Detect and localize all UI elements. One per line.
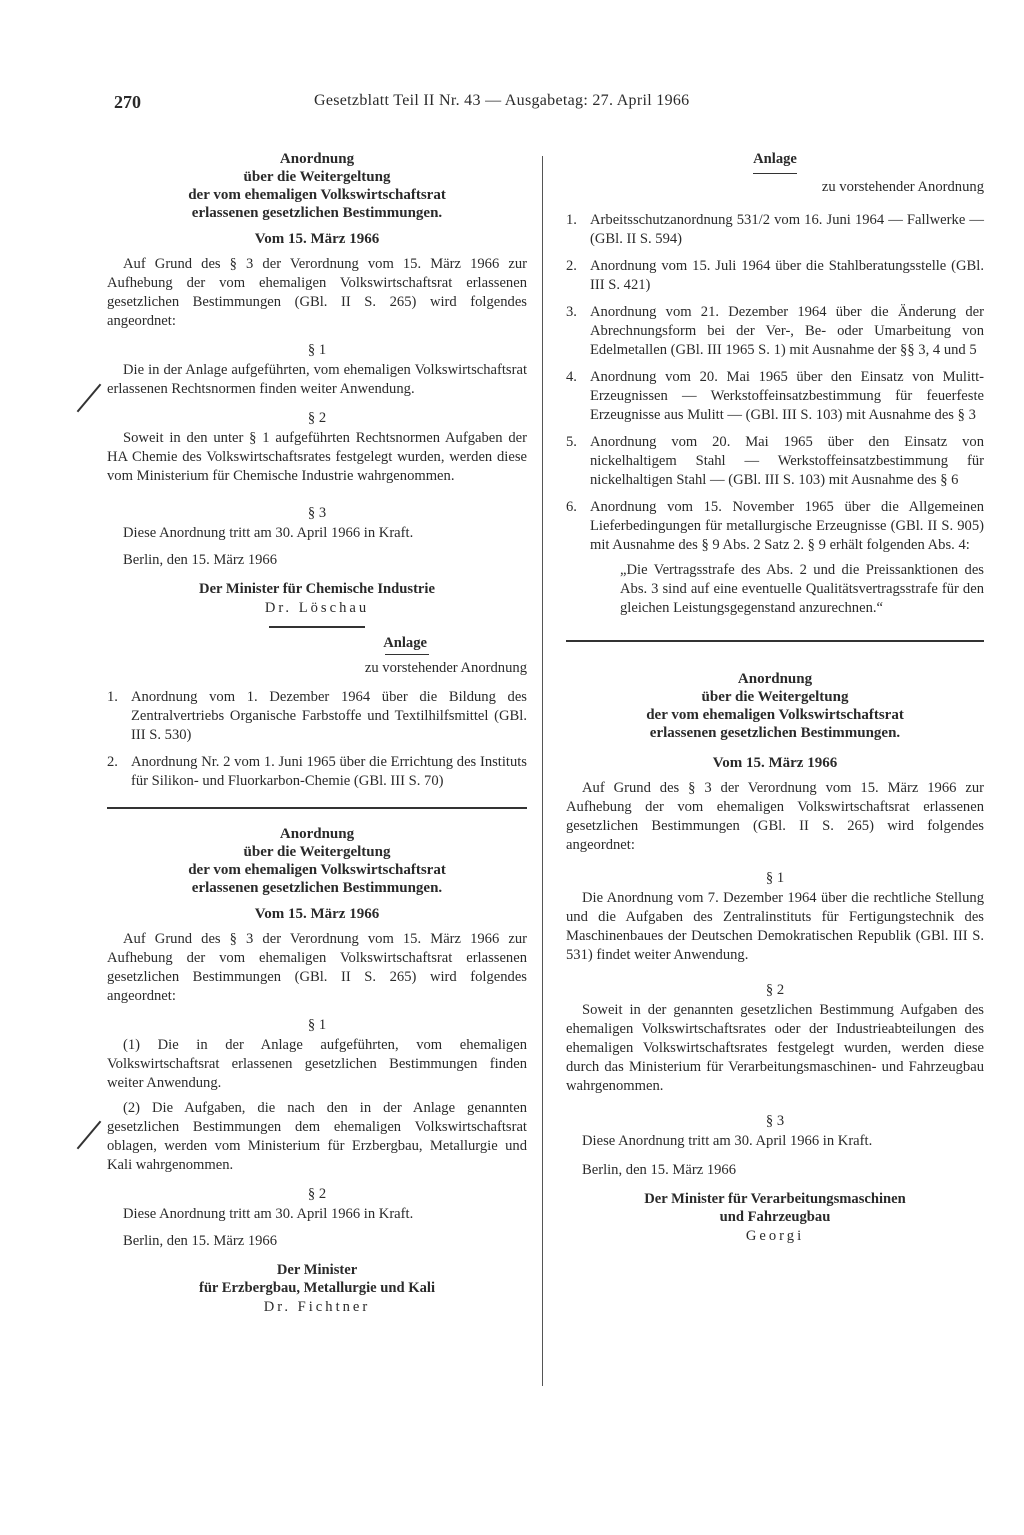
short-rule (269, 626, 365, 628)
section-text: Diese Anordnung tritt am 30. April 1966 in Kraft. (123, 525, 414, 541)
section-heading: § 3 (765, 1113, 785, 1129)
running-head: Gesetzblatt Teil II Nr. 43 — Ausgabetag: 27. April 1966 (314, 92, 690, 109)
ordinance-title (107, 150, 527, 222)
title-line: über die Weitergeltung (243, 844, 391, 860)
list-number: 3. (566, 304, 577, 320)
list-text: Anordnung Nr. 2 vom 1. Juni 1965 über die Errichtung des Instituts für Silikon- und Fluorkarbon-Chemie (GBl. III S. 70) (131, 754, 527, 789)
title-line: der vom ehemaligen Volkswirtschaftsrat (188, 862, 446, 878)
title-line: Anordnung (737, 671, 813, 687)
section-rule (566, 640, 984, 642)
list-number: 1. (107, 689, 118, 705)
list-item (566, 257, 984, 295)
title-line: über die Weitergeltung (243, 169, 391, 185)
signatory-name: Dr. Löschau (264, 600, 370, 616)
section-text: Die in der Anlage aufgeführten, vom ehemaligen Volkswirtschaftsrat erlassenen Rechtsnormen finden weiter Anwendung. (107, 362, 527, 397)
list-text: Anordnung vom 15. November 1965 über die Allgemeinen Lieferbedingungen für metallurgische Erzeugnisse (GBl. II S. 905) mit Ausnahme des § 9 Abs. 2 Satz 2. § 9 erhält folgenden Abs. 4: (590, 499, 984, 553)
title-line: der vom ehemaligen Volkswirtschaftsrat (646, 707, 904, 723)
minister-line: Der Minister (276, 1262, 358, 1278)
section-text: Diese Anordnung tritt am 30. April 1966 in Kraft. (582, 1133, 873, 1149)
preamble: Auf Grund des § 3 der Verordnung vom 15. März 1966 zur Aufhebung der vom ehemaligen Volkswirtschaftsrat erlassenen gesetzlichen Bestimmungen (GBl. II S. 265) wird folgendes angeordnet: (566, 780, 984, 853)
signatory-name: Dr. Fichtner (263, 1299, 371, 1315)
minister-line: und Fahrzeugbau (719, 1209, 831, 1225)
section-text: (1) Die in der Anlage aufgeführten, vom ehemaligen Volkswirtschaftsrat erlassenen gesetzlichen Bestimmungen finden weiter Anwendung. (107, 1037, 527, 1091)
annex-list (107, 688, 527, 791)
list-item (107, 688, 527, 745)
section-text: (2) Die Aufgaben, die nach den in der Anlage genannten gesetzlichen Bestimmungen dem ehemaligen Volkswirtschaftsrat oblagen, werden vom Ministerium für Erzbergbau, Metallurgie und Kali wahrgenommen. (107, 1100, 527, 1173)
right-column (566, 150, 984, 1246)
ordinance-date: Vom 15. März 1966 (254, 231, 380, 247)
place-date: Berlin, den 15. März 1966 (582, 1162, 737, 1178)
minister-line: für Erzbergbau, Metallurgie und Kali (198, 1280, 436, 1296)
ordinance-chemie (107, 150, 527, 628)
annex-subtitle: zu vorstehender Anordnung (821, 179, 984, 195)
annex-title: Anlage (753, 151, 797, 167)
list-text: Anordnung vom 20. Mai 1965 über den Einsatz von nickelhaltigem Stahl — Werkstoffeinsatzbestimmung für nickelhaltigen Stahl — (GBl. III S. 103) mit Ausnahme des § 6 (590, 434, 984, 488)
minister-title (566, 1190, 984, 1226)
title-line: erlassenen gesetzlichen Bestimmungen. (191, 880, 443, 896)
amendment-quote: „Die Vertragsstrafe des Abs. 2 und die Preissanktionen des Abs. 3 sind auf eine eventuelle Qualitätsvertragsstrafe für den gleichen Leistungsgegenstand anzurechnen.“ (620, 562, 984, 616)
minister-line: Der Minister für Chemische Industrie (199, 581, 435, 597)
ordinance-title (107, 825, 527, 897)
section-heading: § 2 (307, 1186, 327, 1202)
margin-mark (77, 384, 102, 413)
ordinance-date: Vom 15. März 1966 (712, 755, 838, 771)
list-text: Anordnung vom 20. Mai 1965 über den Einsatz von Mulitt-Erzeugnissen — Werkstoffeinsatzbestimmung für feuerfeste Erzeugnisse aus Mulitt — (GBl. III S. 103) mit Ausnahme des § 3 (590, 369, 984, 423)
annex-title: Anlage (383, 635, 427, 651)
list-number: 6. (566, 499, 577, 515)
list-item (566, 211, 984, 249)
left-column (107, 150, 527, 1317)
list-item (566, 433, 984, 490)
section-text: Die Anordnung vom 7. Dezember 1964 über die rechtliche Stellung und die Aufgaben des Zentralinstituts für Fertigungstechnik des Maschinenbaues der Deutschen Demokratischen Republik (GBl. III S. 531) findet weiter Anwendung. (566, 890, 984, 963)
page-header (114, 92, 986, 118)
signatory-name: Georgi (745, 1228, 805, 1244)
ordinance-erzbergbau (107, 825, 527, 1317)
column-divider (542, 156, 543, 1386)
annex-underline (753, 173, 797, 174)
list-item (566, 498, 984, 618)
title-line: Anordnung (279, 826, 355, 842)
section-text: Soweit in der genannten gesetzlichen Bestimmung Aufgaben des ehemaligen Volkswirtschaftsrates oder der Industrieabteilungen des ehemaligen Volkswirtschaftsrates festgelegt wurden, werden diese durch das Ministerium für Verarbeitungsmaschinen- und Fahrzeugbau wahrgenommen. (566, 1002, 984, 1094)
minister-title (107, 1261, 527, 1297)
title-line: erlassenen gesetzlichen Bestimmungen. (191, 205, 443, 221)
place-date: Berlin, den 15. März 1966 (123, 1233, 278, 1249)
section-heading: § 2 (307, 410, 327, 426)
section-heading: § 1 (307, 1017, 327, 1033)
list-item (566, 368, 984, 425)
annex-subtitle: zu vorstehender Anordnung (364, 660, 527, 676)
list-text: Anordnung vom 15. Juli 1964 über die Stahlberatungsstelle (GBl. III S. 421) (590, 258, 984, 293)
list-text: Anordnung vom 21. Dezember 1964 über die Änderung der Abrechnungsform bei der Ver-, Be- oder Umarbeitung von Edelmetallen (GBl. III 1965 S. 1) mit Ausnahme der §§ 3, 4 und 5 (590, 304, 984, 358)
ordinance-date: Vom 15. März 1966 (254, 906, 380, 922)
annex-chemie (107, 634, 527, 809)
list-number: 2. (107, 754, 118, 770)
list-item (107, 753, 527, 791)
minister-title (107, 580, 527, 598)
minister-line: Der Minister für Verarbeitungsmaschinen (644, 1191, 906, 1207)
ordinance-maschinenbau (566, 670, 984, 1246)
annex-list (566, 211, 984, 618)
title-line: der vom ehemaligen Volkswirtschaftsrat (188, 187, 446, 203)
page-number: 270 (114, 92, 141, 112)
section-heading: § 1 (765, 870, 785, 886)
list-number: 2. (566, 258, 577, 274)
preamble: Auf Grund des § 3 der Verordnung vom 15. März 1966 zur Aufhebung der vom ehemaligen Volkswirtschaftsrat erlassenen gesetzlichen Bestimmungen (GBl. II S. 265) wird folgendes angeordnet: (107, 256, 527, 329)
list-number: 5. (566, 434, 577, 450)
section-heading: § 2 (765, 982, 785, 998)
list-number: 4. (566, 369, 577, 385)
title-line: Anordnung (279, 151, 355, 167)
section-text: Soweit in den unter § 1 aufgeführten Rechtsnormen Aufgaben der HA Chemie des Volkswirtschaftsrates festgelegt wurden, werden diese vom Ministerium für Chemische Industrie wahrgenommen. (107, 430, 527, 484)
annex-underline (385, 654, 429, 655)
section-heading: § 1 (307, 342, 327, 358)
section-text: Diese Anordnung tritt am 30. April 1966 in Kraft. (123, 1206, 414, 1222)
place-date: Berlin, den 15. März 1966 (123, 552, 278, 568)
section-heading: § 3 (307, 505, 327, 521)
list-text: Arbeitsschutzanordnung 531/2 vom 16. Juni 1964 — Fallwerke — (GBl. II S. 594) (590, 212, 984, 247)
list-text: Anordnung vom 1. Dezember 1964 über die Bildung des Zentralvertriebs Organische Farbstoffe und Textilhilfsmittel (GBl. III S. 530) (131, 689, 527, 743)
ordinance-title (566, 670, 984, 742)
list-number: 1. (566, 212, 577, 228)
title-line: über die Weitergeltung (701, 689, 849, 705)
section-rule (107, 807, 527, 809)
list-item (566, 303, 984, 360)
preamble: Auf Grund des § 3 der Verordnung vom 15. März 1966 zur Aufhebung der vom ehemaligen Volkswirtschaftsrat erlassenen gesetzlichen Bestimmungen (GBl. II S. 265) wird folgendes angeordnet: (107, 931, 527, 1004)
annex-metallurgie (566, 150, 984, 642)
margin-mark (77, 1121, 102, 1150)
title-line: erlassenen gesetzlichen Bestimmungen. (649, 725, 901, 741)
